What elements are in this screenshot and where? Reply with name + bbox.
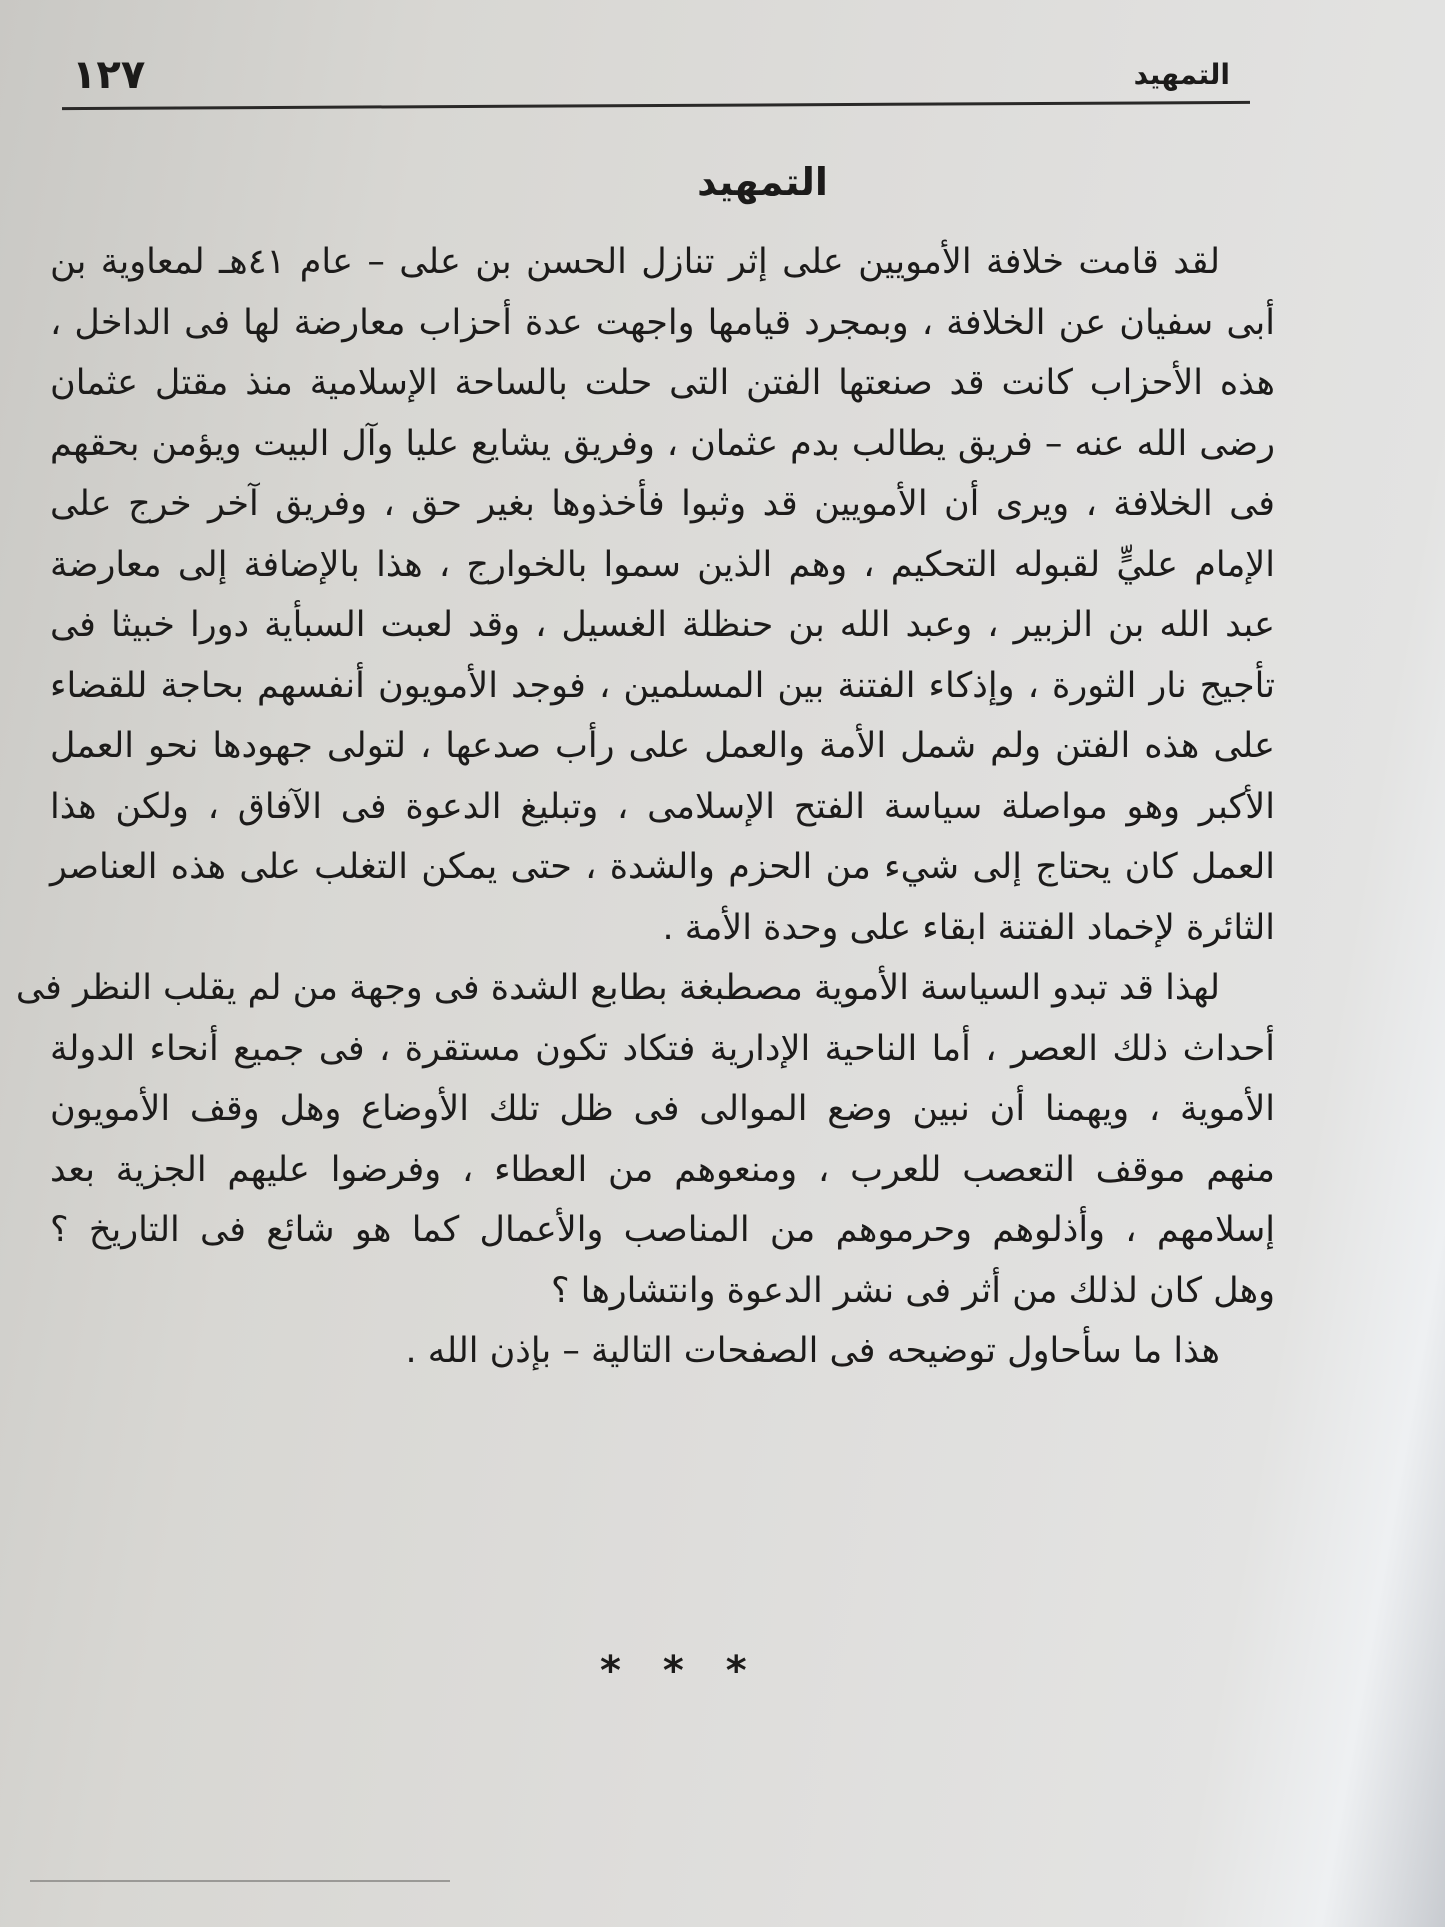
text-line: العمل كان يحتاج إلى شيء من الحزم والشدة ، حتى يمكن التغلب على هذه العناصر — [50, 847, 1275, 887]
text-line: إسلامهم ، وأذلوهم وحرموهم من المناصب والأعمال كما هو شائع فى التاريخ ؟ — [50, 1210, 1275, 1250]
text-line: تأجيج نار الثورة ، وإذكاء الفتنة بين المسلمين ، فوجد الأمويون أنفسهم بحاجة للقضاء — [50, 665, 1275, 706]
text-line: وهل كان لذلك من أثر فى نشر الدعوة وانتشارها ؟ — [550, 1270, 1275, 1311]
page-number: ١٢٧ — [72, 52, 146, 98]
text-line: الأكبر وهو مواصلة سياسة الفتح الإسلامى ، وتبليغ الدعوة فى الآفاق ، ولكن هذا — [50, 786, 1275, 827]
running-title: التمهيد — [1133, 58, 1230, 91]
text-line: رضى الله عنه – فريق يطالب بدم عثمان ، وفريق يشايع عليا وآل البيت ويؤمن بحقهم — [50, 423, 1275, 464]
text-line: الأموية ، ويهمنا أن نبين وضع الموالى فى ظل تلك الأوضاع وهل وقف الأمويون — [50, 1089, 1275, 1129]
text-line: هذا ما سأحاول توضيحه فى الصفحات التالية – بإذن الله . — [405, 1331, 1220, 1371]
text-line: لقد قامت خلافة الأمويين على إثر تنازل الحسن بن على – عام ٤١هـ لمعاوية بن — [50, 242, 1221, 282]
text-line: أبى سفيان عن الخلافة ، وبمجرد قيامها واجهت عدة أحزاب معارضة لها فى الداخل ، — [50, 302, 1275, 343]
body-text — [15, 232, 1275, 1382]
text-line: الثائرة لإخماد الفتنة ابقاء على وحدة الأمة . — [662, 907, 1275, 948]
text-line: على هذه الفتن ولم شمل الأمة والعمل على رأب صدعها ، لتولى جهودها نحو العمل — [50, 726, 1275, 766]
text-line: الإمام عليٍّ لقبوله التحكيم ، وهم الذين سموا بالخوارج ، هذا بالإضافة إلى معارضة — [50, 544, 1275, 585]
page-header — [62, 48, 1240, 106]
text-line: هذه الأحزاب كانت قد صنعتها الفتن التى حلت بالساحة الإسلامية منذ مقتل عثمان — [50, 363, 1275, 403]
section-separator: * * * — [600, 1648, 761, 1694]
footnote-rule — [30, 1880, 450, 1882]
chapter-title: التمهيد — [697, 160, 828, 204]
text-line: عبد الله بن الزبير ، وعبد الله بن حنظلة الغسيل ، وقد لعبت السبأية دورا خبيثا فى — [50, 605, 1275, 645]
text-line: لهذا قد تبدو السياسة الأموية مصطبغة بطابع الشدة فى وجهة من لم يقلب النظر فى — [15, 968, 1220, 1008]
text-line: أحداث ذلك العصر ، أما الناحية الإدارية فتكاد تكون مستقرة ، فى جميع أنحاء الدولة — [50, 1028, 1275, 1069]
text-line: منهم موقف التعصب للعرب ، ومنعوهم من العطاء ، وفرضوا عليهم الجزية بعد — [50, 1149, 1275, 1190]
text-line: فى الخلافة ، ويرى أن الأمويين قد وثبوا فأخذوها بغير حق ، وفريق آخر خرج على — [50, 484, 1275, 524]
